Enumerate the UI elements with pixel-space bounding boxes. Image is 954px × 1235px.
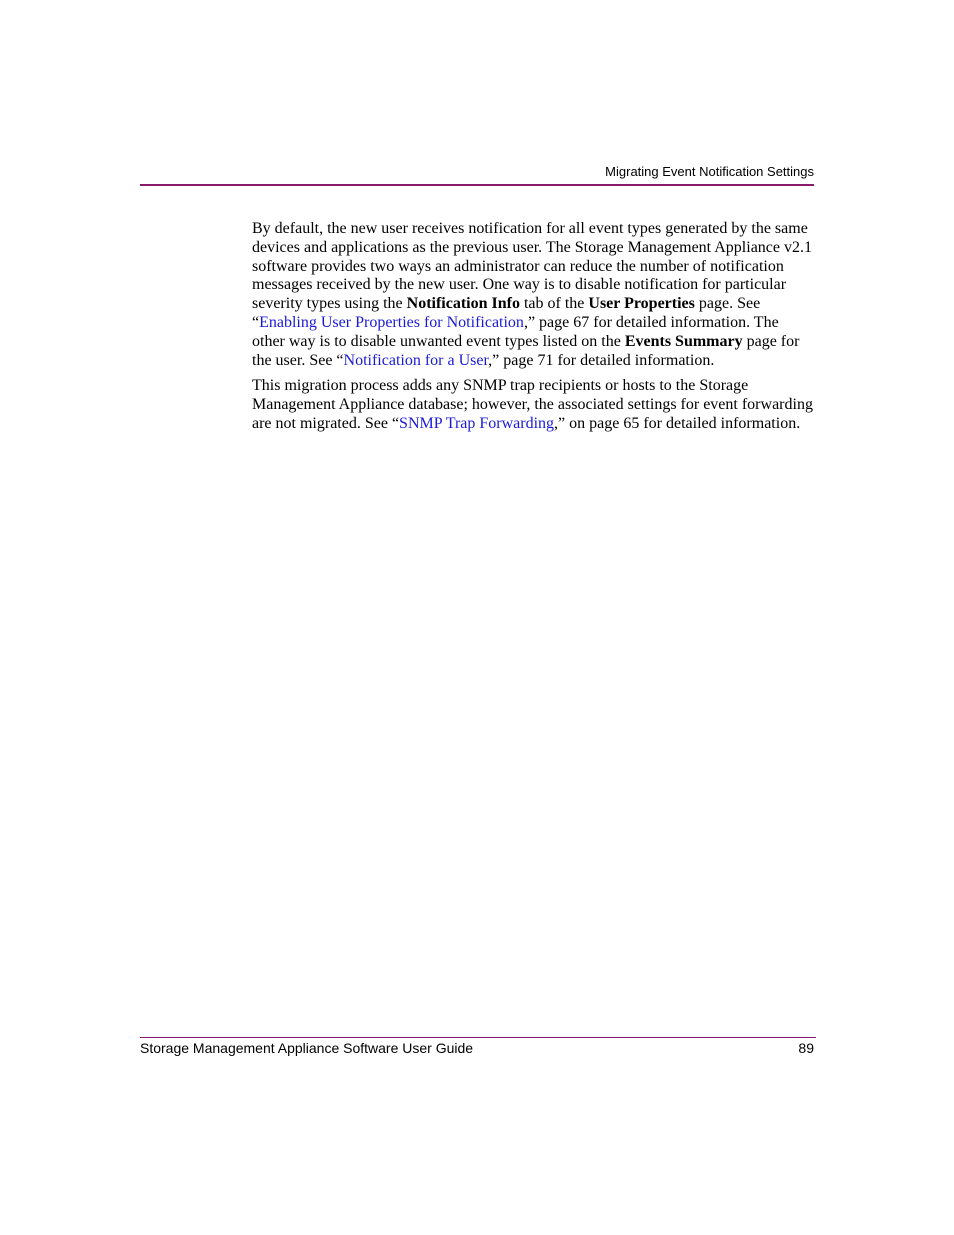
text-run: By default, the new user receives notification for all event types generated by the same devices and applications as the previous user. The Storage Management Appliance v2.1 software provides two ways an administrator can reduce the number of notification messages received by the new user. One way is to disable notification for particular severity types using the [252, 220, 812, 313]
link-snmp-trap-forwarding[interactable]: SNMP Trap Forwarding [399, 414, 555, 432]
page-number: 89 [798, 1040, 814, 1056]
body-text [252, 220, 814, 441]
ui-term-notification-info: Notification Info [406, 295, 520, 313]
paragraph-1 [252, 220, 814, 370]
text-run: This migration process adds any SNMP trap recipients or hosts to the Storage Management Appliance database; however, the associated settings for event forwarding are not migrated. See “ [252, 377, 813, 432]
text-run: tab of the [519, 295, 589, 313]
text-run: ,” page 71 for detailed information. [488, 351, 715, 369]
text-run: page. See “ [252, 295, 761, 331]
header-rule [140, 184, 814, 186]
ui-term-user-properties: User Properties [588, 295, 695, 313]
text-run: ,” on page 65 for detailed information. [554, 414, 801, 432]
footer-rule [140, 1037, 816, 1038]
link-notification-for-a-user[interactable]: Notification for a User [343, 351, 489, 369]
paragraph-2 [252, 377, 814, 433]
footer-guide-title: Storage Management Appliance Software User Guide [140, 1040, 474, 1056]
link-enabling-user-properties[interactable]: Enabling User Properties for Notification [259, 313, 524, 331]
text-run: page for the user. See “ [252, 332, 800, 369]
ui-term-events-summary: Events Summary [624, 332, 743, 350]
running-header: Migrating Event Notification Settings [605, 164, 814, 179]
text-run: ,” page 67 for detailed information. The other way is to disable unwanted event types listed on the [252, 313, 779, 350]
